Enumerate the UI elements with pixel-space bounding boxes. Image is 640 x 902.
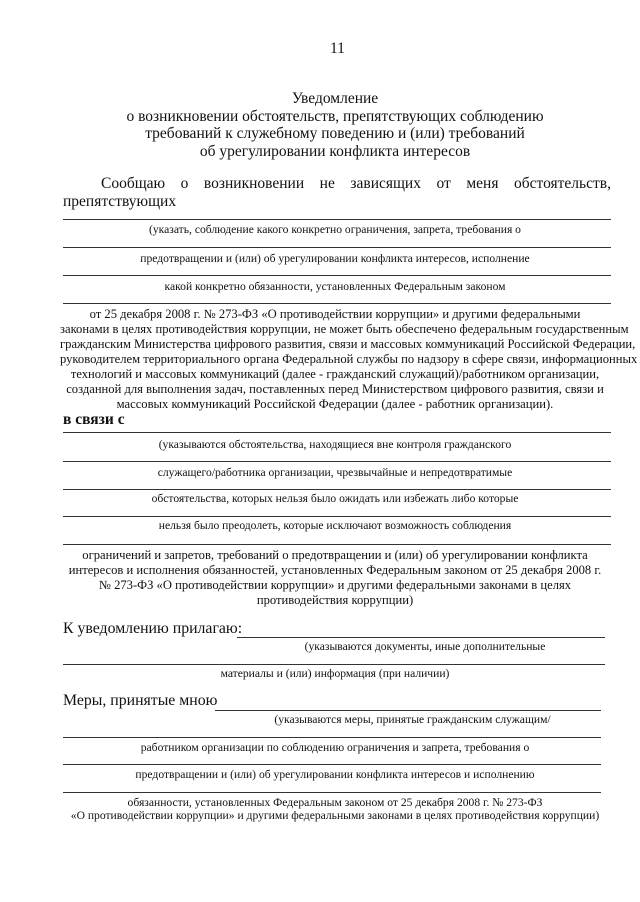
intro-line bbox=[101, 175, 611, 193]
law-paragraph-line: массовых коммуникаций Российской Федерации (далее - работник организации). bbox=[116, 397, 554, 411]
hint: предотвращении и (или) об урегулировании конфликта интересов, исполнение bbox=[140, 252, 530, 265]
hint: «О противодействии коррупции» и другими федеральными законами в целях противодействия коррупции) bbox=[70, 809, 600, 822]
title-line: требований к служебному поведению и (или) требований bbox=[145, 125, 525, 142]
hint: служащего/работника организации, чрезвычайные и непредотвратимые bbox=[157, 466, 513, 479]
attachments-label: К уведомлению прилагаю: bbox=[63, 620, 243, 637]
title: Уведомление bbox=[291, 90, 379, 107]
hint: (указываются обстоятельства, находящиеся вне контроля гражданского bbox=[158, 438, 512, 451]
law-paragraph-line: гражданским Министерства цифрового развития, связи и массовых коммуникаций Российской Федерации, bbox=[60, 337, 636, 351]
fill-line bbox=[63, 737, 601, 738]
page-number: 11 bbox=[330, 40, 345, 57]
fill-line bbox=[63, 489, 611, 490]
hint: обстоятельства, которых нельзя было ожидать или избежать либо которые bbox=[151, 492, 519, 505]
fill-line bbox=[63, 303, 611, 304]
hint: предотвращении и (или) об урегулировании конфликта интересов и исполнению bbox=[135, 768, 535, 781]
fill-line bbox=[63, 544, 611, 545]
hint: работником организации по соблюдению ограничения и запрета, требования о bbox=[140, 741, 530, 754]
fill-line bbox=[63, 275, 611, 276]
hint-continuation: ограничений и запретов, требований о предотвращении и (или) об урегулировании конфликта bbox=[82, 548, 588, 562]
fill-line bbox=[63, 792, 601, 793]
title-line: о возникновении обстоятельств, препятствующих соблюдению bbox=[126, 108, 544, 125]
hint: материалы и (или) информация (при наличии) bbox=[220, 667, 450, 680]
hint-continuation: противодействия коррупции) bbox=[256, 593, 414, 607]
intro-word: возникновении bbox=[203, 175, 305, 192]
intro-word: не bbox=[319, 175, 335, 192]
law-paragraph-line: от 25 декабря 2008 г. № 273-ФЗ «О противодействии коррупции» и другими федеральными bbox=[89, 307, 581, 321]
fill-line bbox=[63, 764, 601, 765]
intro-word: от bbox=[436, 175, 451, 192]
law-paragraph-line: законами в целях противодействия коррупции, не может быть обеспечено федеральным государственным bbox=[60, 322, 629, 336]
reason-label: в связи с bbox=[63, 411, 125, 428]
law-paragraph-line: созданной для выполнения задач, поставленных перед Министерством цифрового развития, связи и bbox=[66, 382, 604, 396]
intro-word: зависящих bbox=[350, 175, 421, 192]
fill-line bbox=[63, 247, 611, 248]
fill-line bbox=[63, 432, 611, 433]
fill-line bbox=[63, 219, 611, 220]
fill-line bbox=[63, 664, 605, 665]
hint: какой конкретно обязанности, установленных Федеральным законом bbox=[164, 280, 506, 293]
hint-continuation: интересов и исполнения обязанностей, установленных Федеральным законом от 25 декабря 2008 г. bbox=[68, 563, 602, 577]
fill-line bbox=[63, 516, 611, 517]
hint: (указываются документы, иные дополнительные bbox=[304, 640, 546, 653]
title-line: об урегулировании конфликта интересов bbox=[199, 143, 471, 160]
intro-word: обстоятельств, bbox=[513, 175, 611, 192]
intro-word: меня bbox=[466, 175, 499, 192]
law-paragraph-line: технологий и массовых коммуникаций (далее - гражданский служащий)/работником организации, bbox=[70, 367, 600, 381]
fill-line bbox=[237, 637, 605, 638]
fill-line bbox=[215, 710, 601, 711]
intro-word: о bbox=[180, 175, 189, 192]
measures-label: Меры, принятые мною bbox=[63, 692, 218, 709]
hint: (указываются меры, принятые гражданским служащим/ bbox=[274, 713, 551, 726]
intro-word: Сообщаю bbox=[101, 175, 166, 192]
hint: обязанности, установленных Федеральным законом от 25 декабря 2008 г. № 273-ФЗ bbox=[127, 796, 543, 809]
hint: (указать, соблюдение какого конкретно ограничения, запрета, требования о bbox=[149, 223, 521, 236]
law-paragraph-line: руководителем территориального органа Федеральной службы по надзору в сфере связи, информационных bbox=[60, 352, 638, 366]
hint: нельзя было преодолеть, которые исключают возможность соблюдения bbox=[158, 519, 512, 532]
intro-line: препятствующих bbox=[63, 193, 177, 210]
fill-line bbox=[63, 461, 611, 462]
hint-continuation: № 273-ФЗ «О противодействии коррупции» и другими федеральными законами в целях bbox=[98, 578, 572, 592]
